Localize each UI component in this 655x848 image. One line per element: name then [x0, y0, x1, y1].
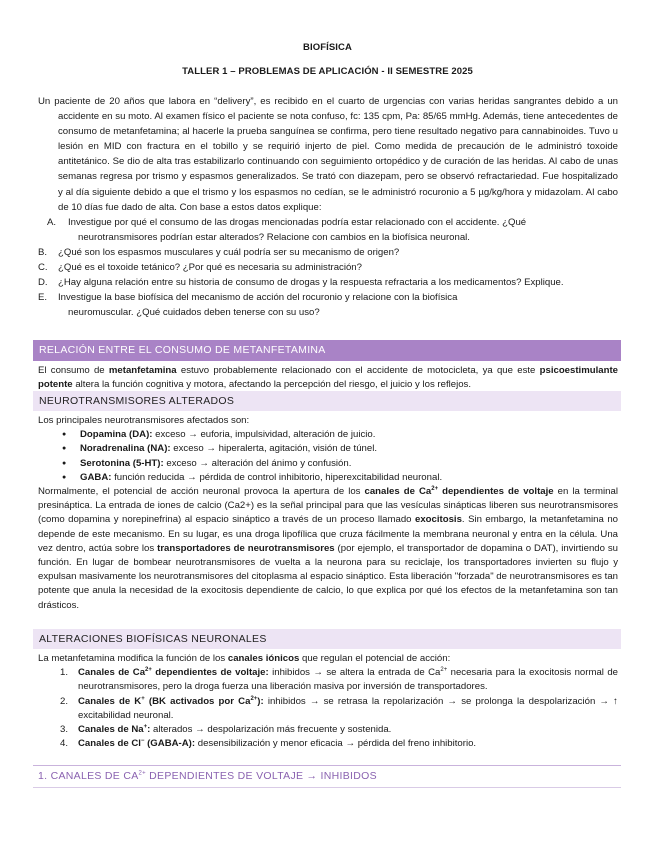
question-item: D. ¿Hay alguna relación entre su historia de consumo de drogas y la respuesta refractaria a los medicamentos? Explique.	[38, 277, 564, 289]
section1-paragraph: El consumo de metanfetamina estuvo probablemente relacionado con el accidente de motocicleta, ya que este psicoestimulante potente altera la función cognitiva y motora, afectando la percepción del riesgo, el juicio y los reflejos.	[38, 365, 618, 391]
section-banner-metanfetamina: RELACIÓN ENTRE EL CONSUMO DE METANFETAMINA	[33, 340, 621, 361]
case-description	[38, 94, 618, 320]
list-item: ● Noradrenalina (NA): exceso → hiperalerta, agitación, visión de túnel.	[38, 442, 618, 456]
divider-line	[33, 765, 621, 766]
section2-content	[38, 414, 618, 613]
list-item: ● Serotonina (5-HT): exceso → alteración del ánimo y confusión.	[38, 457, 618, 471]
divider-line	[33, 787, 621, 788]
question-list	[38, 215, 618, 321]
list-item: ● Dopamina (DA): exceso → euforia, impulsividad, alteración de juicio.	[38, 428, 618, 442]
question-item: E. Investigue la base biofísica del mecanismo de acción del rocuronio y relacione con la biofísica neuromuscular. ¿Qué cuidados deben tenerse con su uso?	[38, 292, 458, 319]
list-item: ● GABA: función reducida → pérdida de control inhibitorio, hiperexcitabilidad neuronal.	[38, 471, 618, 485]
course-title: BIOFÍSICA	[303, 42, 352, 53]
list-item: 1. Canales de $Ca^{2+}$ dependientes de voltaje: inhibidos → se altera la entrada de $Ca^{2+}$ necesaria para la exocitosis normal de neurotransmisores, pero la droga fuerza una liberación masiva por inversión de transportadores.	[60, 667, 618, 693]
section3-intro: La metanfetamina modifica la función de los canales iónicos que regulan el potencial de acción:	[38, 653, 451, 664]
section-banner-neurotransmisores: NEUROTRANSMISORES ALTERADOS	[33, 391, 621, 411]
case-text: Un paciente de 20 años que labora en “delivery”, es recibido en el cuarto de urgencias con varias heridas sangrantes debido a un accidente en su moto. Al examen físico el paciente se nota confuso, fc: 135 cpm, Pa: 85/65 mmHg. Además, tiene antecedentes de consumo de metanfetamina; al hacerle la prueba sanguínea se confirma, pero tiene resultado negativo para cannabinoides. Tuvo u lesión en MID con fractura en el tobillo y se requirió injerto de piel. Como medida de precaución de le administró toxoide antitetánico. Se dio de alta tras estabilizarlo continuando con seguimiento ortopédico y de curación de las heridas. Al cabo de unas semanas regresa por trismo y espasmos generalizados. Se trató con diazepam, pero se observó refractariedad. Fue hospitalizado y al día siguiente debido a que el trismo y los espasmos no cedían, se le administró rocuronio a 5 µg/kg/hora y midazolam. Al cabo de 10 días fue dado de alta. Con base a estos datos explique:	[38, 96, 618, 213]
section-banner-alteraciones: ALTERACIONES BIOFÍSICAS NEURONALES	[33, 629, 621, 649]
list-item: 3. Canales de Na+: alterados → despolarización más frecuente y sostenida.	[60, 723, 392, 736]
question-item: C. ¿Qué es el toxoide tetánico? ¿Por qué es necesaria su administración?	[38, 262, 362, 274]
workshop-title: TALLER 1 – PROBLEMAS DE APLICACIÓN - II SEMESTRE 2025	[182, 66, 473, 77]
section4-heading: 1. CANALES DE $CA^{2+}$ DEPENDIENTES DE VOLTAJE → INHIBIDOS	[38, 770, 377, 782]
section3-content	[38, 652, 618, 751]
list-item: 4. Canales de Cl− (GABA-A): desensibilización y menor eficacia → pérdida del freno inhibitorio.	[60, 738, 477, 750]
question-item: A. Investigue por qué el consumo de las drogas mencionadas podría estar relacionado con el accidente. ¿Qué neurotransmisores podrían estar alterados? Relacione con cambios en la biofísica neuronal.	[47, 216, 527, 243]
channel-list	[38, 666, 618, 751]
list-item: 2. Canales de K+ (BK activados por $Ca^{2+}$): inhibidos → se retrasa la repolarización → se prolonga la despolarización → ↑ excitabilidad neuronal.	[60, 695, 618, 721]
question-item: B. ¿Qué son los espasmos musculares y cuál podría ser su mecanismo de origen?	[38, 246, 400, 258]
section2-paragraph: Normalmente, el potencial de acción neuronal provoca la apertura de los canales de $Ca^{2+}$ dependientes de voltaje en la terminal presináptica. La entrada de iones de calcio (Ca2+) es la señal principal para que las vesículas sinápticas liberen sus neurotransmisores (como dopamina y norepinefrina) al espacio sináptico a través de un proceso llamado exocitosis. Sin embargo, la metanfetamina no depende de este mecanismo. En su lugar, es una droga lipofílica que cruza fácilmente la membrana neuronal y entra en la célula. Una vez dentro, actúa sobre los transportadores de neurotransmisores (por ejemplo, el transportador de dopamina o DAT), invirtiendo su función. En lugar de bombear neurotransmisores de vuelta a la neurona para su reciclaje, los transportadores invierten su flujo y expulsan masivamente los neurotransmisores del citoplasma al espacio sináptico. Esta liberación "forzada" de neurotransmisores es tan potente que anula la necesidad de la exocitosis dependiente de calcio, lo que explica por qué los efectos de la metanfetamina son tan drásticos.	[38, 485, 618, 611]
neurotransmitter-list	[38, 428, 618, 485]
section2-intro: Los principales neurotransmisores afectados son:	[38, 415, 250, 426]
